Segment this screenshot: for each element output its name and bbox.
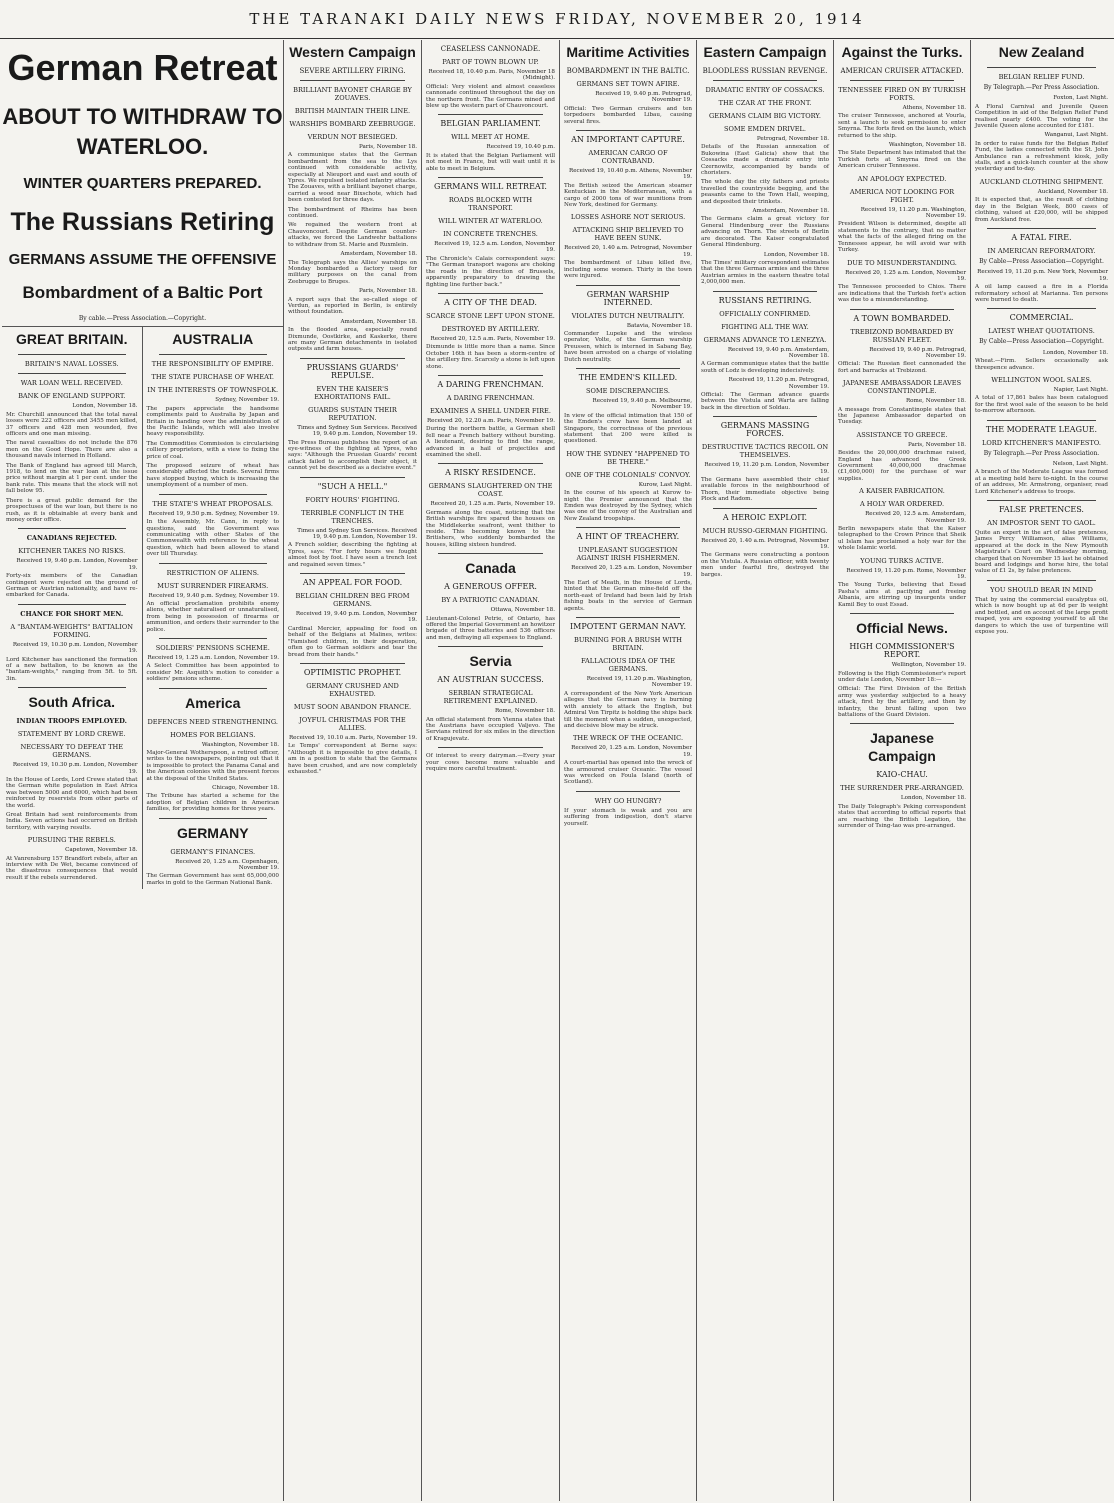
article-text: President Wilson is determined, despite all statements to the contrary, that no matter what the facts of the alleged firing on the Tennessee appear, he will avoid war with Turkey. — [838, 221, 966, 254]
article-text: A Floral Carnival and Juvenile Queen Competition in aid of the Belgian Relief Fund realised nearly £400. The voting for the Juvenile Queen alone accounted for £181. — [975, 103, 1108, 130]
dateline: Petrograd, November 18. — [756, 136, 829, 142]
dateline: Received 20, 1.25 a.m. Copenhagen, November 19. — [175, 858, 279, 872]
subhead: BANK OF ENGLAND SUPPORT. — [18, 392, 126, 401]
section-great-britain: GREAT BRITAIN. — [16, 331, 128, 348]
article-text: Berlin newspapers state that the Kaiser telegraphed to the Crown Prince that Sheik ul Islam has proclaimed a holy war for the whole Islamic world. — [838, 526, 966, 552]
article-text: In the flooded area, especially round Dixmunde, Oostkirke, and Kaskerke, there are many German detachments in isolated outposts and farm houses. — [288, 327, 417, 353]
dateline: Received 19, 9.40 p.m. London, November 19. — [16, 558, 138, 571]
dateline: Received 19, 9.40 p.m. Amsterdam, November 18. — [727, 346, 829, 359]
subhead: WAR LOAN WELL RECEIVED. — [20, 379, 123, 388]
headline-winter: WINTER QUARTERS PREPARED. — [23, 175, 262, 192]
dateline: Received 19, 11.20 p.m. London, November 19. — [704, 462, 829, 475]
subhead: RESTRICTION OF ALIENS. — [166, 568, 259, 577]
article-text: The Germans claim a great victory for General Hindenburg over the Russians advancing on Thorn. The streets of Berlin are decorated. The Kaiser congratulated General Hindenburg. — [701, 216, 829, 249]
byline: By cable.—Press Association.—Copyright. — [78, 315, 207, 322]
dateline: Received 20, 1.25 a.m. London, November 19. — [571, 565, 692, 578]
subhead: THE CZAR AT THE FRONT. — [718, 99, 812, 107]
subhead: DUE TO MISUNDERSTANDING. — [847, 258, 957, 267]
subhead: GERMANS CLAIM BIG VICTORY. — [709, 112, 821, 120]
subhead: A DARING FRENCHMAN. — [437, 379, 544, 389]
subhead: FIGHTING ALL THE WAY. — [721, 322, 809, 331]
dateline: Amsterdam, November 18. — [340, 251, 417, 258]
dateline: Wanganui, Last Night. — [1044, 132, 1108, 139]
article-text: An official proclamation prohibits enemy aliens, whether naturalised or unnaturalised, from being in possession of firearms or ammunition, and orders their surrender to the police. — [146, 600, 279, 633]
subhead: A HOLY WAR ORDERED. — [859, 500, 945, 509]
subhead: THE MODERATE LEAGUE. — [985, 424, 1098, 434]
subhead: GERMANS WILL RETREAT. — [434, 182, 547, 192]
article-text: Lieutenant-Colonel Petrie, of Ontario, has offered the Imperial Government an howitzer brigade of three batteries and 536 officers and men, defraying all expenses to England. — [426, 615, 555, 641]
subhead: BLOODLESS RUSSIAN REVENGE. — [702, 67, 828, 75]
subhead: A FATAL FIRE. — [1011, 232, 1072, 242]
dateline: Kurow, Last Night. — [638, 481, 692, 488]
section-against-the-turks: Against the Turks. — [841, 44, 963, 60]
article-text: A communique states that the German bombardment from the sea to the Lys continued with considerable activity, especially at Nieuport and east and south of Ypres. We repulsed isolated infantry attacks. The Zouaves, with a brilliant bayonet charge, carried a wood near Bixschote, which had been contested for three days. — [288, 152, 418, 204]
subhead: DESTROYED BY ARTILLERY. — [441, 324, 540, 333]
dateline: Received 19, 10.30 p.m. London, November 19. — [12, 762, 138, 775]
subhead: DEFENCES NEED STRENGTHENING. — [147, 717, 278, 726]
article-text: The Telegraph says the Allies' warships on Monday bombarded a factory used for military purposes on the canal from Zeebrugge to Bruges. — [288, 259, 417, 285]
subhead: AMERICAN CRUISER ATTACKED. — [840, 67, 964, 75]
section-new-zealand: New Zealand — [998, 44, 1085, 60]
subhead: MUST SURRENDER FIREARMS. — [157, 581, 269, 590]
subhead: BRITAIN'S NAVAL LOSSES. — [24, 360, 119, 369]
article-text: In the Assembly, Mr. Cann, in reply to questions, said the Government was communicating with other States of the Commonwealth with reference to the wheat question, which had been allowed to stand over till Thursday. — [146, 519, 279, 558]
subhead: THE STATE'S WHEAT PROPOSALS. — [152, 499, 274, 508]
article-text: Commander Lupeke and the wireless operator, Volte, of the German warship Preussen, which is interned in Sabang Bay, have been arrested on a charge of violating Dutch neutrality. — [564, 330, 692, 363]
subhead: WILL WINTER AT WATERLOO. — [438, 217, 543, 226]
subhead: THE EMDEN'S KILLED. — [578, 372, 678, 382]
article-text: A total of 17,861 bales has been catalogued for the first wool sale of the season to be held to-morrow afternoon. — [975, 395, 1108, 415]
section-maritime-activities: Maritime Activities — [566, 44, 690, 60]
subhead: YOU SHOULD BEAR IN MIND — [990, 585, 1093, 594]
dateline: Received 19, 11.20 p.m. Petrograd, November 19. — [728, 377, 829, 390]
subhead: HOMES FOR BELGIANS. — [170, 730, 256, 739]
dateline: Received 20, 12.5 a.m. Paris, November 19. — [430, 335, 555, 342]
subhead: VIOLATES DUTCH NEUTRALITY. — [571, 311, 685, 320]
article-text: The Commodities Commission is circularising colliery proprietors, with a view to fixing the price of coal. — [146, 440, 279, 460]
article-text: Official: Very violent and almost ceaseless cannonade continued throughout the day on the northern front. The Germans mined and blew up the western part of Chauvoncourt. — [426, 83, 555, 110]
article-text: It is stated that the Belgian Parliament will not meet in France, but will wait until it is able to meet in Belgium. — [426, 152, 555, 172]
dateline: Received 18, 10.40 p.m. Paris, November 18 (Midnight). — [428, 69, 555, 82]
dateline: Received 20, 1.25 a.m. London, November 19. — [571, 745, 692, 758]
section-canada: Canada — [465, 560, 516, 577]
subhead: OPTIMISTIC PROPHET. — [303, 667, 402, 677]
subhead: BOMBARDMENT IN THE BALTIC. — [566, 67, 690, 75]
advertisement-text: That by using the commercial eucalyptus oil, which is now bought up at 6d per lb weight and bottled, and on account of the large profit reaped, you are exposing yourself to all the dangers to which the use of turpentine will expose you. — [975, 596, 1108, 635]
subhead: A HEROIC EXPLOIT. — [722, 512, 808, 522]
subhead: A DARING FRENCHMAN. — [446, 393, 535, 402]
subhead: A CITY OF THE DEAD. — [444, 297, 537, 307]
subhead: YOUNG TURKS ACTIVE. — [860, 556, 944, 565]
dateline: Received 19, 11.20 p.m. New York, November 19. — [977, 269, 1108, 282]
subhead: BRITISH MAINTAIN THEIR LINE. — [294, 107, 411, 115]
article-text: The proposed seizure of wheat has considerably affected the trade. Several firms have stopped buying, which is increasing the unemployment of a number of men. — [146, 463, 279, 489]
article-text: At Vanrensburg 157 Brandfort rebels, after an interview with De Wet, became convinced of the disastrous consequences that would result if the rebels surrendered. — [6, 855, 138, 881]
subhead: SCARCE STONE LEFT UPON STONE. — [426, 311, 555, 320]
article-text: Official: The Russian fleet cannonaded the fort and barracks at Trebizond. — [838, 361, 966, 374]
dateline: Received 20, 1.40 a.m. Petrograd, November 19. — [701, 537, 829, 551]
article-text: Besides the 20,000,000 drachmae raised, England has advanced the Greek Government 40,000,000 drachmae (£1,600,000) for the purchase of war supplies. — [838, 450, 966, 482]
subhead: TERRIBLE CONFLICT IN THE TRENCHES. — [301, 508, 404, 525]
subhead: GERMANS ADVANCE TO LENEZYA. — [703, 335, 827, 344]
article-text: Cardinal Mercier, appealing for food on behalf of the Belgians at Malines, writes: "Famished children, in their desperation, often go to German soldiers and tear the bread from their hands." — [288, 625, 417, 658]
subhead: SOLDIERS' PENSIONS SCHEME. — [155, 643, 270, 652]
subhead: WARSHIPS BOMBARD ZEEBRUGGE. — [289, 120, 416, 128]
subhead: COMMERCIAL. — [1009, 313, 1074, 323]
section-eastern-campaign: Eastern Campaign — [703, 44, 827, 60]
dateline: Amsterdam, November 18. — [340, 318, 417, 325]
subhead: AUCKLAND CLOTHING SHIPMENT. — [979, 177, 1104, 186]
article-text: There is a great public demand for the prospectuses of the war loan, but there is no rush, as it is obtainable at every bank and money order office. — [6, 497, 138, 523]
section-japanese-campaign: Japanese Campaign — [868, 730, 936, 765]
dateline: Capetown, November 18. — [65, 847, 138, 854]
subhead: GERMANY CRUSHED AND EXHAUSTED. — [306, 681, 399, 698]
dateline: Received 19, 11.20 p.m. Washington, November 19. — [586, 676, 692, 689]
subhead: PART OF TOWN BLOWN UP. — [442, 58, 539, 66]
subhead: THE WRECK OF THE OCEANIC. — [572, 734, 684, 743]
subhead: WILL MEET AT HOME. — [451, 133, 530, 142]
subhead: ONE OF THE COLONIALS' CONVOY. — [565, 470, 691, 479]
section-western-campaign: Western Campaign — [289, 44, 416, 60]
dateline: Received 20, 12.20 a.m. Paris, November 19. — [426, 417, 555, 424]
subhead: SOME DISCREPANCIES. — [585, 386, 671, 395]
dateline: Batavia, November 18. — [626, 322, 692, 329]
subhead: GERMANS SET TOWN AFIRE. — [576, 80, 680, 88]
subhead: SERBIAN STRATEGICAL RETIREMENT EXPLAINED. — [443, 689, 538, 706]
subhead: LOSSES ASHORE NOT SERIOUS. — [570, 213, 686, 222]
subhead: SEVERE ARTILLERY FIRING. — [299, 67, 406, 75]
byline: By Telegraph.—Per Press Association. — [983, 449, 1100, 457]
article-text: Dixmunde is little more than a name. Since October 16th it has been a storm-centre of the artillery fire. Scarcely a stone is left upon stone. — [426, 344, 555, 370]
dateline: Chicago, November 18. — [212, 785, 279, 792]
article-text: The State Department has intimated that the Turkish forts at Smyrna fired on the American cruiser Tennessee. — [838, 150, 966, 170]
dateline: Received 19, 9.40 p.m. Sydney, November 19. — [148, 592, 279, 599]
subhead: AN IMPORTANT CAPTURE. — [571, 135, 685, 145]
article-text: A report says that the so-called siege of Verdun, as reported in Berlin, is entirely without foundation. — [288, 296, 417, 316]
dateline: Received 20, 12.5 a.m. Amsterdam, November 19. — [865, 511, 966, 524]
subhead: EVEN THE KAISER'S EXHORTATIONS FAIL. — [314, 384, 391, 401]
column-against-turks — [834, 40, 971, 1501]
subhead: LORD KITCHENER'S MANIFESTO. — [982, 438, 1101, 447]
article-text: Great Britain had sent reinforcements from India. Seven actions had occurred on British territory, with varying results. — [6, 812, 138, 831]
article-text: Following is the High Commissioner's report under date London, November 18:— — [838, 670, 966, 683]
subhead: IN AMERICAN REFORMATORY. — [987, 246, 1096, 255]
dateline: Received 19, 9.40 p.m. London, November 19. — [295, 611, 417, 624]
subhead: EXAMINES A SHELL UNDER FIRE. — [430, 406, 551, 415]
dateline: Received 19, 10.40 p.m. Athens, November 19. — [568, 168, 692, 181]
article-text: A French soldier, describing the fighting at Ypres, says: "For forty hours we fought almost foot by foot. I have seen a trench lost and regained seven times." — [288, 542, 417, 568]
article-text: Le Temps' correspondent at Berne says: "Although it is impossible to give details, I am in a position to state that the Germans have been crushed, and are now completely exhausted." — [288, 743, 417, 775]
dateline: Paris, November 18. — [358, 288, 417, 295]
article-text: The papers appreciate the handsome compliments paid to Australia by Japan and Britain in handing over the administration of the Pacific Islands, which will also involve heavy responsibility. — [146, 405, 279, 438]
dateline: London, November 18. — [900, 795, 966, 802]
subhead: TREBIZOND BOMBARDED BY RUSSIAN FLEET. — [850, 327, 954, 344]
subhead: AN APPEAL FOR FOOD. — [302, 578, 403, 588]
subhead: AN APOLOGY EXPECTED. — [857, 174, 947, 183]
masthead: THE TARANAKI DAILY NEWS FRIDAY, NOVEMBER 20, 1914 — [0, 0, 1114, 39]
article-text: Wheat.—Firm. Sellers occasionally ask threepence advance. — [975, 358, 1108, 371]
subhead: A "BANTAM-WEIGHTS" BATTALION FORMING. — [10, 622, 134, 639]
article-text: The Bank of England has agreed till March, 1918, to lend on the war loan at the issue price without margin at 1 per cent. under the bank rate. This means that the stock will not fall below 95. — [6, 462, 138, 495]
dateline: Received 19, 10.30 p.m. London, November 19. — [12, 641, 138, 655]
subhead: A GENEROUS OFFER. — [444, 582, 537, 592]
subhead: CHANCE FOR SHORT MEN. — [20, 609, 124, 618]
dateline: Sydney, November 19. — [215, 397, 279, 404]
article-text: Official: The First Division of the British army was yesterday subjected to a heavy attack, first by the artillery, and then by infantry, the brunt falling upon two battalions of the Guard Division. — [838, 686, 966, 718]
advertisement-text: If your stomach is weak and you are suffering from indigestion, don't starve yourself. — [564, 807, 692, 827]
dateline: Received 19, 9.40 p.m. Petrograd, November 19. — [869, 346, 966, 359]
article-text: In order to raise funds for the Belgian Relief Fund, the ladies connected with the St. John Ambulance ran a refreshment kiosk, jolly stalls, and a quick-lunch counter at the show yesterday and to-day. — [975, 140, 1108, 173]
article-text: Germans along the coast, noticing that the British warships fire spared the houses on the Middlekerke seafront, went thither to reside. This becoming known to the Britishers, who suddenly bombarded the houses, killing sixteen hundred. — [426, 509, 555, 548]
subhead: AMERICAN CARGO OF CONTRABAND. — [588, 149, 668, 166]
headline-german-retreat: German Retreat — [7, 47, 278, 88]
subhead: TENNESSEE FIRED ON BY TURKISH FORTS. — [838, 86, 966, 102]
article-text: We regained the western front at Chauvoncourt. Despite German counter-attacks, we forced the Landwehr battalions to withdraw from St. Marie and Ruxmlein. — [288, 222, 417, 248]
article-text: In the House of Lords, Lord Crewe stated that the German white population in East Africa was between 5000 and 6000, which had been reinforced by reservists from other parts of the world. — [6, 777, 138, 809]
subhead: PRUSSIANS GUARDS' REPULSE. — [306, 362, 399, 380]
article-text: The Press Bureau publishes the report of an eye-witness of the fighting at Ypres, who says: "Although the Prussian Guards' recent attack failed to accomplish their object, it cannot yet be described as a decisive event." — [288, 439, 417, 472]
subhead: BELGIAN CHILDREN BEG FROM GERMANS. — [295, 592, 410, 609]
subhead: BURNING FOR A BRUSH WITH BRITAIN. — [573, 636, 683, 653]
dateline: Times and Sydney Sun Services. Received 19, 9.40 p.m. London, November 19. — [297, 424, 417, 438]
subcol-great-britain — [2, 327, 143, 889]
subhead: BELGIAN RELIEF FUND. — [998, 73, 1085, 81]
headline-offensive: GERMANS ASSUME THE OFFENSIVE — [8, 251, 277, 268]
subhead: ATTACKING SHIP BELIEVED TO HAVE BEEN SUNK. — [572, 226, 684, 243]
article-text: The Germans were constructing a pontoon on the Vistula. A Russian officer, with twenty men under fearful fire, destroyed the barges. — [701, 552, 829, 578]
headline-baltic: Bombardment of a Baltic Port — [22, 283, 263, 302]
article-text: The bombardment of Rheims has been continued. — [288, 206, 417, 220]
subhead: MUCH RUSSO-GERMAN FIGHTING. — [702, 526, 828, 535]
advertisement-text: Of interest to every dairyman.—Every year your cows become more valuable and require more careful treatment. — [426, 753, 555, 773]
article-text: A correspondent of the New York American alleges that the German navy is burning with anxiety to attack the English, but Admiral Von Tirpitz is holding the ships back till the moment when a sudden, unexpected, and decisive blow may be struck. — [564, 690, 692, 729]
subhead: VERDUN NOT BESIEGED. — [307, 133, 398, 141]
dateline: London, November 18. — [72, 403, 138, 410]
subhead: IN CONCRETE TRENCHES. — [443, 230, 538, 239]
subhead: IMPOTENT GERMAN NAVY. — [569, 622, 687, 632]
subhead: JAPANESE AMBASSADOR LEAVES CONSTANTINOPLE. — [842, 379, 962, 396]
subcol-australia — [143, 327, 284, 889]
dateline: Received 19, 9.40 p.m. Melbourne, November 19. — [592, 397, 692, 411]
article-text: Official: Two German cruisers and ten torpedoers bombarded Libau, causing several fires. — [564, 105, 692, 125]
subhead: SOME EMDEN DRIVEL. — [723, 125, 807, 133]
subhead: STATEMENT BY LORD CREWE. — [17, 730, 126, 739]
headline-russians: The Russians Retiring — [10, 208, 275, 236]
subhead: DESTRUCTIVE TACTICS RECOIL ON THEMSELVES. — [701, 443, 829, 460]
subhead: A KAISER FABRICATION. — [859, 487, 945, 496]
subhead: IN THE INTERESTS OF TOWNSFOLK. — [147, 386, 279, 395]
subhead: BELGIAN PARLIAMENT. — [440, 119, 541, 129]
article-text: A German communique states that the battle south of Lodz is developing indecisively. — [701, 361, 829, 374]
article-text: The German Government has sent 65,000,000 marks in gold to the German National Bank. — [146, 873, 279, 886]
subhead: PURSUING THE REBELS. — [27, 836, 116, 845]
dateline: London, November 18. — [1042, 349, 1108, 356]
article-text: Quite an expert in the art of false pretences, James Percy Williamson, alias Williams, appeared at the dock in the New Plymouth Magistrate's Court on Wednesday morning, charged that on November 15 last he obtained board and lodgings and horse hire, the total value of £1 2s, by false pretences. — [975, 530, 1108, 575]
article-text: The naval casualties do not include the 876 men on the Good Hope. There are also a thousand navals interned in Holland. — [6, 440, 138, 460]
subhead: BRILLIANT BAYONET CHARGE BY ZOUAVES. — [293, 86, 412, 102]
dateline: Wellington, November 19. — [891, 662, 966, 669]
subhead: GUARDS SUSTAIN THEIR REPUTATION. — [308, 405, 397, 422]
dateline: Auckland, November 18. — [1037, 188, 1108, 195]
subhead: FALLACIOUS IDEA OF THE GERMANS. — [580, 657, 676, 674]
article-text: The Times' military correspondent estimates that the three German armies and the three Austrian armies in the eastern theatre total 2,000,000 men. — [701, 259, 829, 286]
subhead: RUSSIANS RETIRING. — [718, 295, 812, 305]
subhead: WHY GO HUNGRY? — [594, 796, 662, 805]
subhead: A HINT OF TREACHERY. — [576, 532, 680, 542]
dateline: Received 19, 10.10 a.m. Paris, November 19. — [288, 734, 417, 741]
dateline: Washington, November 18. — [888, 142, 966, 149]
subhead: ROADS BLOCKED WITH TRANSPORT. — [448, 196, 533, 213]
dateline: Rome, November 18. — [905, 398, 966, 405]
dateline: Nelson, Last Night. — [1052, 461, 1108, 467]
dateline: Ottawa, November 18. — [490, 607, 555, 614]
subhead: INDIAN TROOPS EMPLOYED. — [16, 717, 127, 726]
subhead: THE RESPONSIBILITY OF EMPIRE. — [151, 360, 274, 369]
dateline: Received 19, 11.20 p.m. Rome, November 19. — [846, 567, 966, 581]
subhead: UNPLEASANT SUGGESTION AGAINST IRISH FISHERMEN. — [576, 546, 680, 563]
subhead: CEASELESS CANNONADE. — [440, 45, 541, 53]
dateline: Paris, November 18. — [358, 144, 417, 150]
dateline: Received 20, 1.40 a.m. Petrograd, November 19. — [564, 245, 692, 258]
dateline: Athens, November 18. — [902, 105, 966, 111]
article-text: Forty-six members of the Canadian contingent were rejected on the ground of German or Austrian nationality, and have re-embarked for Canada. — [6, 573, 138, 599]
article-text: A oil lamp caused a fire in a Florida reformatory school at Marianna. Ten persons were burned to death. — [975, 284, 1108, 303]
article-text: Lord Kitchener has sanctioned the formation of a new battalion, to be known as the "bantam-weights," ranging from 5ft. to 5ft. 3in. — [6, 656, 138, 682]
article-text: A court-martial has opened into the wreck of the armoured cruiser Oceanic. The vessel was wrecked on Foula Island (north of Scotland). — [564, 760, 692, 786]
subhead: WELLINGTON WOOL SALES. — [991, 375, 1092, 384]
column-cannonade — [422, 40, 560, 1501]
section-australia: AUSTRALIA — [172, 331, 254, 348]
subhead: LATEST WHEAT QUOTATIONS. — [988, 327, 1095, 336]
section-servia: Servia — [469, 653, 512, 670]
article-text: Details of the Russian annexation of Bukowina (East Galicia) show that the Cossacks made a dramatic entry into Czernowitz, accompanied by bands of choristers. — [701, 144, 829, 177]
article-text: The bombardment of Libau killed five, including some women. Thirty in the town were injured. — [564, 260, 692, 280]
article-text: The British seized the American steamer Kentuckian in the Mediterranean, with a cargo of 2000 tons of war munitions from New York, destined for Germany. — [564, 182, 692, 209]
article-text: It is expected that, as the result of clothing day in the Belgian Week, 800 cases of clothing, valued at £20,000, will be shipped from Auckland free. — [975, 197, 1108, 223]
byline: By Cable—Press Association—Copyright. — [979, 338, 1104, 346]
dateline: Napier, Last Night. — [1053, 386, 1108, 393]
column-western-campaign — [284, 40, 422, 1501]
subhead: A TOWN BOMBARDED. — [853, 313, 951, 323]
newspaper-columns — [2, 40, 1112, 1501]
subhead: HOW THE SYDNEY "HAPPENED TO BE THERE." — [566, 449, 690, 466]
subhead: ASSISTANCE TO GREECE. — [856, 430, 948, 439]
section-germany: GERMANY — [176, 824, 249, 841]
article-text: The Germans have assembled their chief available forces in the neighbourhood of Thorn, their immediate objective being Plock and Radom. — [701, 477, 829, 503]
article-text: Mr. Churchill announced that the total naval losses were 222 officers and 3455 men killed, 37 officers and 428 men wounded, five officers and one man missing. — [6, 411, 138, 438]
article-text: During the northern battle, a German shell fell near a French battery without bursting. A lieutenant, desiring to find the range, advanced in a hail of projectiles and examined the shell. — [426, 426, 555, 458]
subhead: HIGH COMMISSIONER'S REPORT. — [849, 642, 955, 660]
dateline: Received 19, 12.5 a.m. London, November 19. — [434, 241, 555, 254]
subhead: FORTY HOURS' FIGHTING. — [305, 495, 400, 504]
subhead: KITCHENER TAKES NO RISKS. — [18, 547, 126, 556]
main-split — [2, 326, 283, 889]
subhead: JOYFUL CHRISTMAS FOR THE ALLIES. — [299, 715, 406, 732]
article-text: The Earl of Meath, in the House of Lords, hinted that the German mine-field off the north-east of Ireland had been laid by Irish fishing boats in the service of German agents. — [564, 580, 692, 612]
dateline: Received 20, 1.25 a.m. Paris, November 19. — [430, 501, 555, 508]
subhead: BY A PATRIOTIC CANADIAN. — [441, 596, 540, 605]
dateline: Received 19, 10.40 p.m. — [486, 144, 555, 151]
subhead: THE SURRENDER PRE-ARRANGED. — [840, 784, 964, 793]
byline: By Cable—Press Association—Copyright. — [979, 257, 1104, 265]
subhead: KAIO-CHAU. — [876, 770, 928, 780]
dateline: Paris, November 18. — [907, 441, 966, 448]
dateline: Amsterdam, November 18. — [752, 208, 829, 215]
subhead: MUST SOON ABANDON FRANCE. — [293, 702, 412, 711]
subhead: CANADIANS REJECTED. — [26, 534, 117, 543]
article-text: The Chronicle's Calais correspondent says: "The German transport wagons are choking the roads in the direction of Brussels, apparently preparatory to drawing the fighting line further back." — [426, 255, 555, 288]
dateline: Washington, November 18. — [201, 741, 279, 748]
subhead: OFFICIALLY CONFIRMED. — [719, 309, 811, 318]
article-text: Major-General Wotherspoon, a retired officer, writes to the newspapers, pointing out that it is impossible to protect the Panama Canal and the American colonies with the present forces at the disposal of the United States. — [146, 750, 279, 782]
article-text: The Young Turks, believing that Essad Pasha's aims at pacifying and freeing Albania, are stirring up insurgents under Kamil Bey to oust Essad. — [838, 582, 966, 608]
article-text: The whole day the city fathers and priests travelled the countryside begging, and the peasants came to the Town Hall, weeping, and deposited their trinkets. — [701, 179, 829, 205]
dateline: Received 19, 9.40 p.m. Petrograd, November 19. — [595, 91, 692, 104]
section-america: America — [185, 694, 241, 711]
article-text: A Select Committee has been appointed to consider Mr. Asquith's motion to consider a soldiers' pensions scheme. — [146, 663, 279, 683]
article-text: Official: The German advance guards between the Vistula and Warta are falling back in the direction of Soldau. — [701, 391, 829, 411]
subhead: GERMANY'S FINANCES. — [170, 847, 256, 856]
subhead: FALSE PRETENCES. — [999, 505, 1084, 515]
subhead: AN AUSTRIAN SUCCESS. — [437, 675, 544, 685]
dateline: Rome, November 18. — [494, 708, 555, 715]
dateline: Received 20, 1.25 a.m. London, November 19. — [845, 269, 966, 282]
byline: By Telegraph.—Per Press Association. — [983, 84, 1100, 91]
subhead: GERMAN WARSHIP INTERNED. — [586, 289, 670, 307]
article-text: The cruiser Tennessee, anchored at Vourla, sent a launch to seek permission to enter Smyrna. The forts fired on the launch, which returned to the ship. — [838, 113, 966, 139]
subhead: DRAMATIC ENTRY OF COSSACKS. — [705, 86, 825, 94]
dateline: Received 19, 1.25 a.m. London, November 19. — [147, 654, 279, 661]
headline-withdraw: ABOUT TO WITHDRAW TO WATERLOO. — [2, 104, 283, 159]
dateline: Received 19, 9.50 p.m. Sydney, November 19. — [148, 510, 279, 517]
column-eastern-campaign — [697, 40, 834, 1501]
section-south-africa: South Africa. — [28, 694, 116, 711]
article-text: The Tribune has started a scheme for the adoption of Belgian children in American families, for providing homes for three years. — [146, 793, 279, 813]
subhead: GERMANS MASSING FORCES. — [720, 421, 810, 439]
subhead: AMERICA NOT LOOKING FOR FIGHT. — [849, 187, 955, 204]
subhead: AN IMPOSTOR SENT TO GAOL. — [987, 519, 1096, 528]
subhead: "SUCH A HELL." — [317, 481, 388, 491]
article-text: The Daily Telegraph's Peking correspondent states that according to official reports that are reaching the British Legation, the surrender of Tsing-tao was pre-arranged. — [838, 803, 966, 829]
article-text: A branch of the Moderate League was formed at a meeting held here to-night. In the course of an address, Mr. Armstrong, organiser, read Lord Kitchener's address to troops. — [975, 469, 1108, 495]
subhead: A RISKY RESIDENCE. — [445, 468, 536, 478]
article-text: In view of the official intimation that 150 of the Emden's crew have been landed at Singapore, the correctness of the previous statement that 200 were killed is questioned. — [564, 412, 692, 445]
dateline: Foxton, Last Night. — [1053, 95, 1108, 102]
dateline: Times and Sydney Sun Services. Received 19, 9.40 p.m. London, November 19. — [297, 527, 417, 541]
section-official-news: Official News. — [856, 620, 948, 637]
dateline: Received 19, 11.20 p.m. Washington, November 19. — [860, 206, 966, 220]
subhead: GERMANS SLAUGHTERED ON THE COAST. — [428, 482, 553, 499]
article-text: The Tennessee proceeded to Chios. There are indications that the Turkish fort's action was due to a misunderstanding. — [838, 284, 966, 304]
article-text: In the course of his speech at Kurow to-night the Premier announced that the Emden was destroyed by the Sydney, which was one of the convoy of the Australian and New Zealand troopships. — [564, 490, 692, 522]
dateline: London, November 18. — [763, 251, 829, 258]
subhead: THE STATE PURCHASE OF WHEAT. — [151, 373, 274, 382]
column-new-zealand — [971, 40, 1112, 1501]
subhead: NECESSARY TO DEFEAT THE GERMANS. — [20, 743, 124, 760]
column-main — [2, 40, 284, 1501]
article-text: A message from Constantinople states that the Japanese Ambassador departed on Tuesday. — [838, 406, 966, 426]
column-maritime — [560, 40, 697, 1501]
article-text: An official statement from Vienna states that the Austrians have occupied Valjevo. The Servians retired for six miles in the direction of Kragujevatz. — [426, 716, 555, 742]
